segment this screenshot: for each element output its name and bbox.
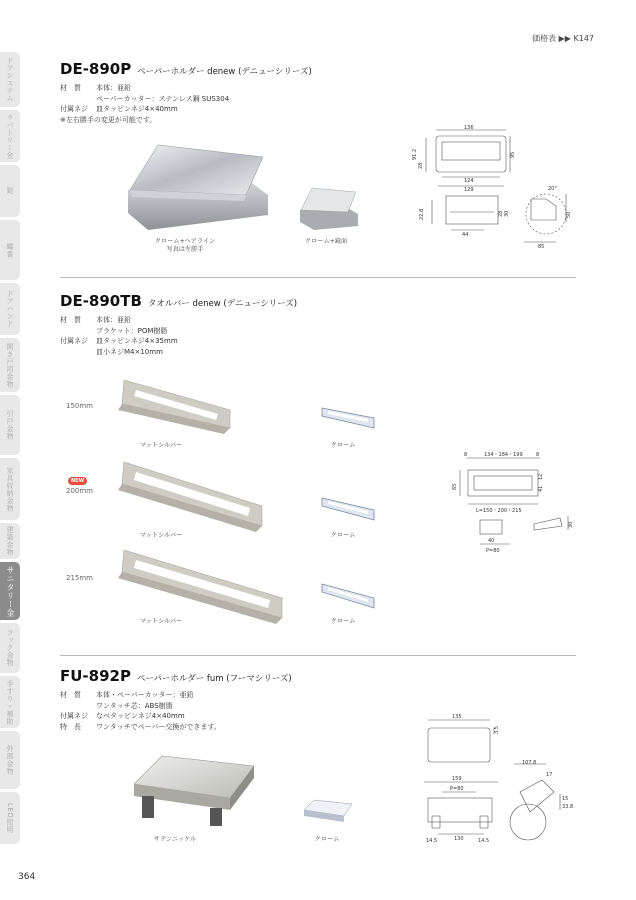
size-label: 215mm (66, 574, 93, 582)
dimension-label: 28 (418, 162, 424, 169)
spec-value: 本体・ペーパーカッター：亜鉛 (96, 691, 194, 699)
sidebar-tab-construction[interactable]: 建築金物 (0, 523, 20, 559)
photo-caption: マットシルバー (139, 618, 183, 625)
dimension-label: L=150・200・215 (476, 508, 522, 514)
dimension-label: 17 (546, 772, 553, 778)
spec-label: 特 長 (60, 722, 81, 731)
section-title-fu892p (60, 667, 292, 685)
size-label: 200mm (66, 487, 93, 495)
spec-value: 本体：亜鉛 (96, 84, 131, 92)
spec-note: ※左右勝手の変更が可能です。 (60, 115, 157, 124)
spec-label (60, 326, 96, 337)
spec-value: 本体：亜鉛 (96, 316, 131, 324)
dimension-label: P=80 (486, 548, 500, 554)
dimension-label: 134・184・199 (484, 452, 523, 458)
dimension-label: 20° (548, 186, 557, 192)
size-label: 150mm (66, 402, 93, 410)
spec-value: ワンタッチ芯：ABS樹脂 (96, 701, 173, 710)
photo-caption: クローム (330, 442, 356, 449)
dimension-label: 129 (464, 187, 474, 193)
paper-holder-large-image (118, 135, 278, 235)
spec-value: 皿小ネジM4×10mm (96, 347, 163, 356)
dimension-label: P=80 (450, 786, 464, 792)
dimension-label: 50 (566, 211, 572, 218)
technical-drawing-de890p (406, 124, 581, 254)
dimension-label: 8 (536, 452, 540, 458)
dimension-label: 124 (464, 178, 474, 184)
technical-drawing-de890tb (450, 448, 580, 566)
spec-value: なべタッピンネジ4×40mm (96, 712, 185, 720)
sidebar-tab-hook[interactable]: フック金物 (0, 623, 20, 673)
section-divider (60, 655, 576, 656)
dimension-label: 85 (538, 244, 545, 250)
photo-caption: クローム+ヘアライン (154, 238, 216, 245)
paper-holder-fum-chrome-image (300, 796, 356, 828)
spec-list (60, 83, 229, 125)
dimension-label: 8 (464, 452, 468, 458)
towel-bar-chrome-200-image (318, 494, 378, 526)
photo-caption: クローム+鏡面 (304, 238, 348, 245)
section-title-de890tb (60, 292, 297, 310)
sidebar-tab-sanitary[interactable]: サニタリー金 (0, 562, 20, 620)
spec-label (60, 701, 96, 712)
photo-caption: サテンニッケル (153, 836, 197, 843)
new-badge: NEW (68, 477, 87, 485)
dimension-label: 15 (562, 796, 569, 802)
dimension-label: 44 (462, 232, 469, 238)
dimension-label: 107.8 (522, 760, 537, 766)
sidebar-tab-sliding-door[interactable]: 引戸金物 (0, 395, 20, 455)
photo-caption: 写真は左勝手 (166, 246, 204, 253)
dimension-label: 135 (452, 714, 462, 720)
spec-label: 材 質 (60, 84, 81, 92)
dimension-label: 159 (452, 776, 462, 782)
spec-list (60, 690, 221, 732)
dimension-label: 95 (510, 151, 516, 158)
dimension-label: 28 (498, 210, 504, 217)
dimension-label: 14.5 (478, 838, 490, 844)
product-code: FU-892P (60, 667, 131, 685)
spec-value: 皿タッピンネジ4×40mm (96, 105, 178, 113)
photo-caption: クローム (314, 836, 340, 843)
sidebar-tab-handrail[interactable]: 手すり・補助 (0, 676, 20, 728)
product-title: ペーパーホルダー denew (デニューシリーズ) (137, 67, 312, 77)
paper-holder-small-image (296, 182, 366, 232)
dimension-label: 136 (464, 125, 474, 131)
product-code: DE-890TB (60, 292, 142, 310)
photo-caption: マットシルバー (139, 532, 183, 539)
product-code: DE-890P (60, 60, 132, 78)
section-title-de890p (60, 60, 312, 78)
price-list-reference: 価格表 ▶▶ K147 (532, 34, 594, 43)
dimension-label: 130 (454, 836, 464, 842)
sidebar-tab-lock[interactable]: 錠 (0, 165, 20, 217)
dimension-label: 22.8 (419, 208, 425, 220)
spec-label: 付属ネジ (60, 105, 88, 113)
spec-label: 材 質 (60, 316, 81, 324)
dimension-label: 91.2 (412, 148, 418, 160)
towel-bar-200-image (112, 458, 272, 538)
photo-caption: クローム (330, 618, 356, 625)
dimension-label: 41 (538, 485, 544, 492)
product-title: タオルバー denew (デニューシリーズ) (147, 299, 298, 309)
page-number: 364 (18, 872, 36, 882)
dimension-label: 30 (568, 521, 574, 528)
spec-value: ブラケット：POM樹脂 (96, 326, 168, 335)
spec-label (60, 94, 96, 105)
sidebar-tab-exterior[interactable]: 外部金物 (0, 731, 20, 789)
dimension-label: 14.5 (426, 838, 438, 844)
photo-caption: クローム (330, 532, 356, 539)
spec-label: 付属ネジ (60, 712, 88, 720)
sidebar-tab-lavatory[interactable]: ラバトリー金 (0, 110, 20, 162)
section-divider (60, 277, 576, 278)
spec-label: 材 質 (60, 691, 81, 699)
spec-list (60, 315, 178, 357)
sidebar-tab-hinge[interactable]: 蝶番 (0, 220, 20, 280)
photo-caption: マットシルバー (139, 442, 183, 449)
dimension-label: 3.5 (494, 726, 500, 734)
towel-bar-chrome-215-image (318, 580, 378, 614)
spec-value: 皿タッピンネジ4×35mm (96, 337, 178, 345)
dimension-label: 65 (452, 483, 458, 490)
spec-value: ワンタッチでペーパー交換ができます。 (96, 722, 221, 731)
sidebar-tab-furniture[interactable]: 家具収納金物 (0, 458, 20, 520)
dimension-label: 40 (488, 538, 495, 544)
spec-label (60, 347, 96, 358)
spec-label: 付属ネジ (60, 337, 88, 345)
towel-bar-150-image (112, 376, 242, 438)
paper-holder-fum-image (122, 748, 262, 830)
sidebar-tab-led[interactable]: LED照明 (0, 792, 20, 844)
sidebar-tab-hinged-door[interactable]: 開き戸用金物 (0, 338, 20, 392)
sidebar-tab-door-handle[interactable]: ドアハンド (0, 283, 20, 335)
towel-bar-chrome-150-image (318, 404, 378, 434)
dimension-label: 33.8 (562, 804, 574, 810)
spec-value: ペーパーカッター：ステンレス鋼 SUS304 (96, 94, 230, 103)
dimension-label: 30 (504, 210, 510, 217)
technical-drawing-fu892p (410, 712, 585, 850)
dimension-label: 12 (538, 473, 544, 480)
product-title: ペーパーホルダー fum (フーマシリーズ) (136, 674, 292, 684)
sidebar-tab-door-system[interactable]: ドアシステム (0, 52, 20, 107)
